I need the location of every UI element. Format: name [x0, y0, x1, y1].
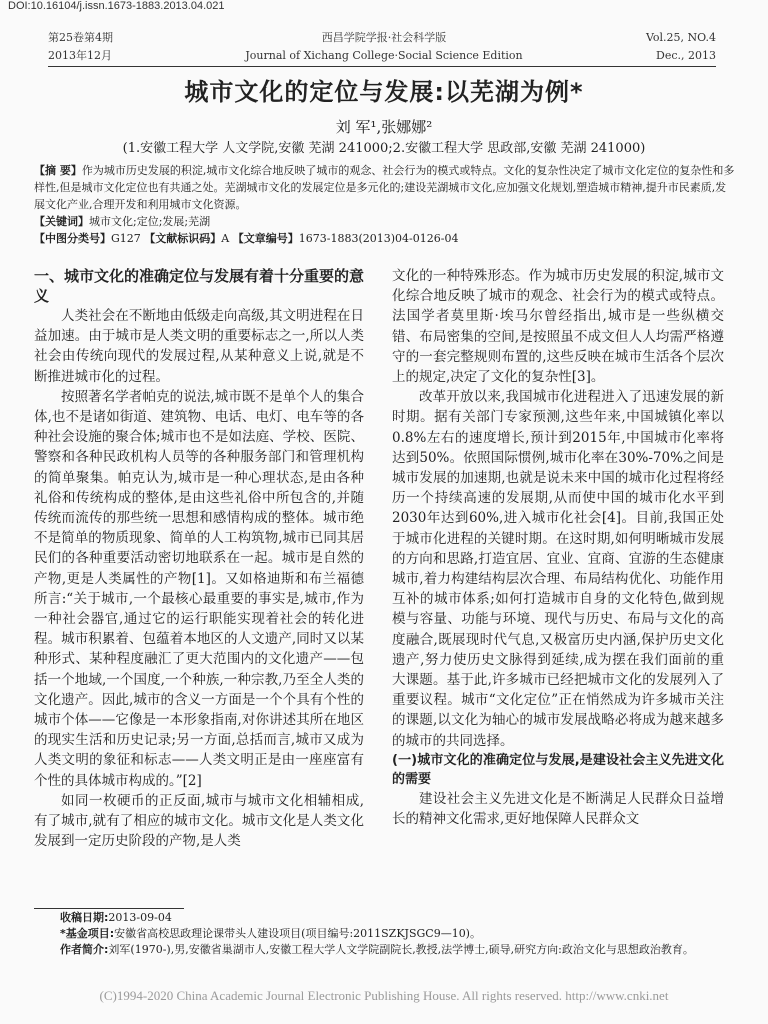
paragraph: 文化的一种特殊形态。作为城市历史发展的积淀,城市文化综合地反映了城市的观念、社会行为的模式或特点。法国学者莫里斯·埃马尔曾经指出,城市是一些纵横交错、布局密集的空间,是按照虽不成文但人人均需严格遵守的一套完整规则布置的,这些反映在城市生活各个层次上的规定,决定了文化的复杂性[3]。	[392, 268, 724, 386]
article-no-value: 1673-1883(2013)04-0126-04	[298, 232, 459, 245]
subsection-heading: (一)城市文化的准确定位与发展,是建设社会主义先进文化的需要	[392, 752, 724, 787]
journal-title-cn: 西昌学院学报·社会科学版	[321, 31, 447, 44]
fund-note	[60, 926, 740, 942]
fund-value: 安徽省高校思政理论课带头人建设项目(项目编号:2011SZKJSGC9—10)。	[114, 927, 481, 940]
abstract	[34, 162, 736, 213]
code-label: 【文献标识码】	[144, 232, 222, 245]
left-column	[34, 266, 364, 851]
keywords	[34, 213, 736, 230]
keywords-label: 【关键词】	[34, 215, 89, 228]
abstract-label: 【摘 要】	[34, 164, 82, 177]
fund-label: *基金项目:	[60, 927, 115, 940]
section-heading-1: 一、城市文化的准确定位与发展有着十分重要的意义	[34, 267, 365, 305]
footnote-rule	[34, 908, 184, 909]
paragraph: 改革开放以来,我国城市化进程进入了迅速发展的新时期。据有关部门专家预测,这些年来,中国城镇化率以0.8%左右的速度增长,预计到2015年,中国城市化率将达到50%。依照国际惯例,城市化率在30%-70%之间是城市发展的加速期,也就是说未来中国的城市化过程将经历一个持续高速的发展期,从而使中国的城市化水平到2030年达到60%,进入城市化社会[4]。目前,我国正处于城市化进程的关键时期。在这时期,如何明晰城市发展的方向和思路,打造宜居、宜业、宜商、宜游的生态健康城市,着力构建结构层次合理、布局结构优化、功能作用互补的城市体系;如何打造城市自身的文化特色,做到规模与容量、功能与环境、现代与历史、布局与文化的高度融合,既展现时代气息,又极富历史内涵,保护历史文化遗产,努力使历史文脉得到延续,成为摆在我们面前的重大课题。基于此,许多城市已经把城市文化的发展列入了重要议程。城市“文化定位”正在悄然成为许多城市关注的课题,以文化为轴心的城市发展战略必将成为越来越多的城市的共同选择。	[392, 389, 724, 749]
affiliation: (1.安徽工程大学 人文学院,安徽 芜湖 241000;2.安徽工程大学 思政部,安徽 芜湖 241000)	[122, 141, 646, 156]
paragraph: 如同一枚硬币的正反面,城市与城市文化相辅相成,有了城市,就有了相应的城市文化。城市文化是人类文化发展到一定历史阶段的产物,是人类	[34, 792, 364, 850]
code-value: A	[221, 232, 230, 245]
doi: DOI:10.16104/j.issn.1673-1883.2013.04.021	[8, 0, 225, 12]
clc-label: 【中图分类号】	[34, 232, 111, 245]
author-bio-label: 作者简介:	[60, 943, 109, 956]
date-en: Dec., 2013	[656, 49, 716, 62]
classification	[34, 230, 736, 247]
abstract-text: 作为城市历史发展的积淀,城市文化综合地反映了城市的观念、社会行为的模式或特点。文化的复杂性决定了城市文化定位的复杂性和多样性,但是城市文化定位也有共通之处。芜湖城市文化的发展定位是多元化的;建设芜湖城市文化,应加强文化规划,塑造城市精神,提升市民素质,发展文化产业,合理开发和利用城市文化资源。	[34, 164, 735, 211]
received-label: 收稿日期:	[60, 911, 109, 924]
authors: 刘 军¹,张娜娜²	[335, 118, 433, 136]
received-date	[60, 910, 740, 926]
received-value: 2013-09-04	[108, 911, 172, 924]
right-column	[392, 266, 724, 829]
header-rule	[48, 66, 716, 67]
journal-title-en: Journal of Xichang College·Social Science Edition	[245, 49, 523, 62]
date-cn: 2013年12月	[48, 49, 112, 62]
volume-cn: 第25卷第4期	[48, 31, 113, 44]
paragraph: 人类社会在不断地由低级走向高级,其文明进程在日益加速。由于城市是人类文明的重要标志之一,所以人类社会由传统向现代的发展过程,从某种意义上说,就是不断推进城市化的过程。	[34, 308, 364, 385]
article-no-label: 【文章编号】	[232, 232, 299, 245]
article-title: 城市文化的定位与发展:以芜湖为例*	[184, 78, 584, 106]
footnotes	[60, 910, 740, 958]
clc-value: G127	[111, 232, 141, 245]
author-bio	[60, 942, 740, 958]
paragraph: 按照著名学者帕克的说法,城市既不是单个人的集合体,也不是诸如街道、建筑物、电话、电灯、电车等的各种社会设施的聚合体;城市也不是如法庭、学校、医院、警察和各种民政机构人员等的各种服务部门和管理机构的简单聚集。帕克认为,城市是一种心理状态,是由各种礼俗和传统构成的整体,是由这些礼俗中所包含的,并随传统而流传的那些统一思想和感情构成的整体。城市绝不是简单的物质现象、简单的人工构筑物,城市已同其居民们的各种重要活动密切地联系在一起。城市是自然的产物,更是人类属性的产物[1]。又如格迪斯和布兰福德所言:“关于城市,一个最核心最重要的事实是,城市,作为一种社会器官,通过它的运行职能实现着社会的转化进程。城市积累着、包蕴着本地区的人文遗产,同时又以某种形式、某种程度融汇了更大范围内的文化遗产——包括一个地域,一个国度,一个种族,一种宗教,乃至全人类的文化遗产。因此,城市的含义一方面是一个个具有个性的城市个体——它像是一本形象指南,对你讲述其所在地区的现实生活和历史记录;另一方面,总括而言,城市又成为人类文明的象征和标志——人类文明正是由一座座富有个性的具体城市构成的。”[2]	[34, 388, 364, 789]
keywords-text: 城市文化;定位;发展;芜湖	[89, 215, 211, 228]
volume-en: Vol.25, NO.4	[645, 31, 716, 44]
paragraph: 建设社会主义先进文化是不断满足人民群众日益增长的精神文化需求,更好地保障人民群众文	[392, 790, 724, 828]
copyright-notice: (C)1994-2020 China Academic Journal Electronic Publishing House. All rights reserved. http://www.cnki.net	[99, 988, 669, 1003]
abstract-block	[34, 162, 736, 247]
author-bio-value: 刘军(1970-),男,安徽省巢湖市人,安徽工程大学人文学院副院长,教授,法学博士,硕导,研究方向:政治文化与思想政治教育。	[108, 943, 694, 956]
